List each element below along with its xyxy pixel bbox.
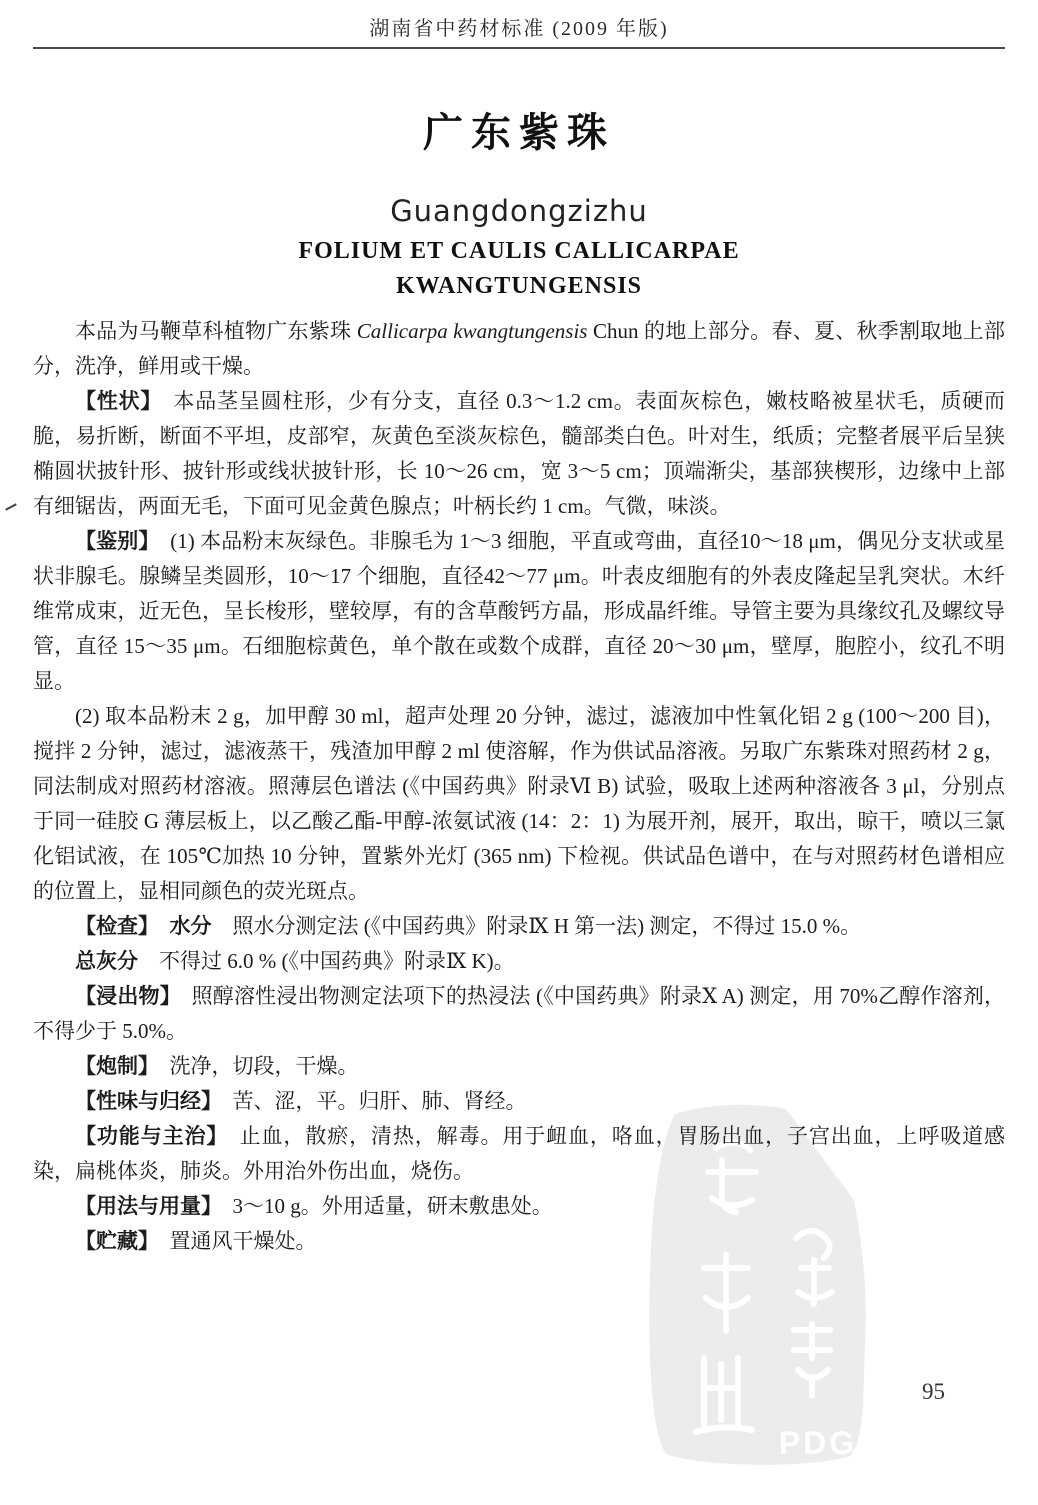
paragraph-text: 照醇溶性浸出物测定法项下的热浸法 (《中国药典》附录Ⅹ A) 测定，用 70%乙醇作溶剂，不得少于 5.0%。	[33, 984, 1006, 1043]
paragraph	[33, 1084, 1005, 1119]
page-number: 95	[922, 1379, 945, 1404]
section-label: 【检查】	[75, 915, 149, 938]
section-label: 【功能与主治】	[75, 1125, 218, 1148]
paragraph	[33, 1189, 1005, 1224]
document-body	[33, 314, 1005, 1259]
section-label: 【性味与归经】	[75, 1090, 212, 1113]
page-title: 广东紫珠	[423, 111, 615, 155]
paragraph	[33, 944, 1005, 979]
paragraph-text: 洗净，切段，干燥。	[148, 1054, 359, 1078]
running-header	[0, 0, 1038, 41]
paragraph-text: Chun 的地上部分。春、夏、秋季割取地上部分，洗净，鲜用或干燥。	[33, 319, 1005, 378]
paragraph	[33, 699, 1005, 909]
paragraph	[33, 979, 1005, 1049]
header-rule	[33, 47, 1005, 49]
paragraph-text: 置通风干燥处。	[148, 1229, 317, 1253]
latin-title-line1: FOLIUM ET CAULIS CALLICARPAE	[298, 238, 740, 264]
paragraph-text: 苦、涩，平。归肝、肺、肾经。	[211, 1089, 527, 1113]
paragraph-text: Callicarpa kwangtungensis	[356, 319, 588, 343]
section-label: 水分	[169, 915, 212, 938]
paragraph-text: 照水分测定法 (《中国药典》附录Ⅸ H 第一法) 测定，不得过 15.0 %。	[211, 914, 862, 938]
paragraph-text: 止血，散瘀，清热，解毒。用于衄血，咯血，胃肠出血，子宫出血，上呼吸道感染，扁桃体炎，肺炎。外用治外伤出血，烧伤。	[33, 1124, 1005, 1183]
section-label: 【鉴别】	[75, 530, 150, 553]
section-label: 【用法与用量】	[75, 1195, 212, 1218]
paragraph-text: (2) 取本品粉末 2 g，加甲醇 30 ml，超声处理 20 分钟，滤过，滤液加中性氧化铝 2 g (100～200 目)，搅拌 2 分钟，滤过，滤液蒸干，残渣加甲醇 2 ml 使溶解，作为供试品溶液。另取广东紫珠对照药材 2 g，同法制成对照药材溶液。照薄层色谱法 (《中国药典》附录Ⅵ B) 试验，吸取上述两种溶液各 3 μl，分别点于同一硅胶 G 薄层板上，以乙酸乙酯-甲醇-浓氨试液 (14：2：1) 为展开剂，展开，取出，晾干，喷以三氯化铝试液，在 105℃加热 10 分钟，置紫外光灯 (365 nm) 下检视。供试品色谱中，在与对照药材色谱相应的位置上，显相同颜色的荧光斑点。	[33, 704, 1005, 903]
paragraph-text: (1) 本品粉末灰绿色。非腺毛为 1～3 细胞，平直或弯曲，直径10～18 μm，偶见分支状或星状非腺毛。腺鳞呈类圆形，10～17 个细胞，直径42～77 μm。叶表皮细胞有的外表皮隆起呈乳突状。木纤维常成束，近无色，呈长梭形，壁较厚，有的含草酸钙方晶，形成晶纤维。导管主要为具缘纹孔及螺纹导管，直径 15～35 μm。石细胞棕黄色，单个散在或数个成群，直径 20～30 μm，壁厚，胞腔小，纹孔不明显。	[33, 529, 1006, 693]
scan-artifact-tick	[5, 503, 17, 510]
latin-title-line2: KWANGTUNGENSIS	[395, 273, 643, 299]
watermark-pdg-label: PDG	[778, 1425, 858, 1461]
paragraph-text: 本品茎呈圆柱形，少有分支，直径 0.3～1.2 cm。表面灰棕色，嫩枝略被星状毛，质硬而脆，易折断，断面不平坦，皮部窄，灰黄色至淡灰棕色，髓部类白色。叶对生，纸质；完整者展平后呈狭椭圆状披针形、披针形或线状披针形，长 10～26 cm，宽 3～5 cm；顶端渐尖，基部狭楔形，边缘中上部有细锯齿，两面无毛，下面可见金黄色腺点；叶柄长约 1 cm。气微，味淡。	[33, 389, 1006, 518]
paragraph-text: 3～10 g。外用适量，研末敷患处。	[211, 1194, 553, 1218]
paragraph-text: 不得过 6.0 % (《中国药典》附录Ⅸ K)。	[138, 949, 515, 973]
paragraph	[33, 1224, 1005, 1259]
section-label: 【浸出物】	[75, 985, 171, 1008]
section-label: 【贮藏】	[75, 1230, 149, 1253]
paragraph	[33, 524, 1005, 699]
paragraph	[33, 1119, 1005, 1189]
paragraph	[33, 1049, 1005, 1084]
section-label: 【炮制】	[75, 1055, 149, 1078]
paragraph	[33, 909, 1005, 944]
paragraph-text: 本品为马鞭草科植物广东紫珠	[75, 319, 357, 343]
running-header-text: 湖南省中药材标准 (2009 年版)	[369, 18, 669, 40]
paragraph-text	[149, 914, 170, 938]
paragraph	[33, 384, 1005, 524]
section-label: 总灰分	[75, 950, 138, 973]
section-label: 【性状】	[75, 390, 152, 413]
pinyin-title: Guangdongzizhu	[390, 194, 648, 228]
paragraph	[33, 314, 1005, 384]
